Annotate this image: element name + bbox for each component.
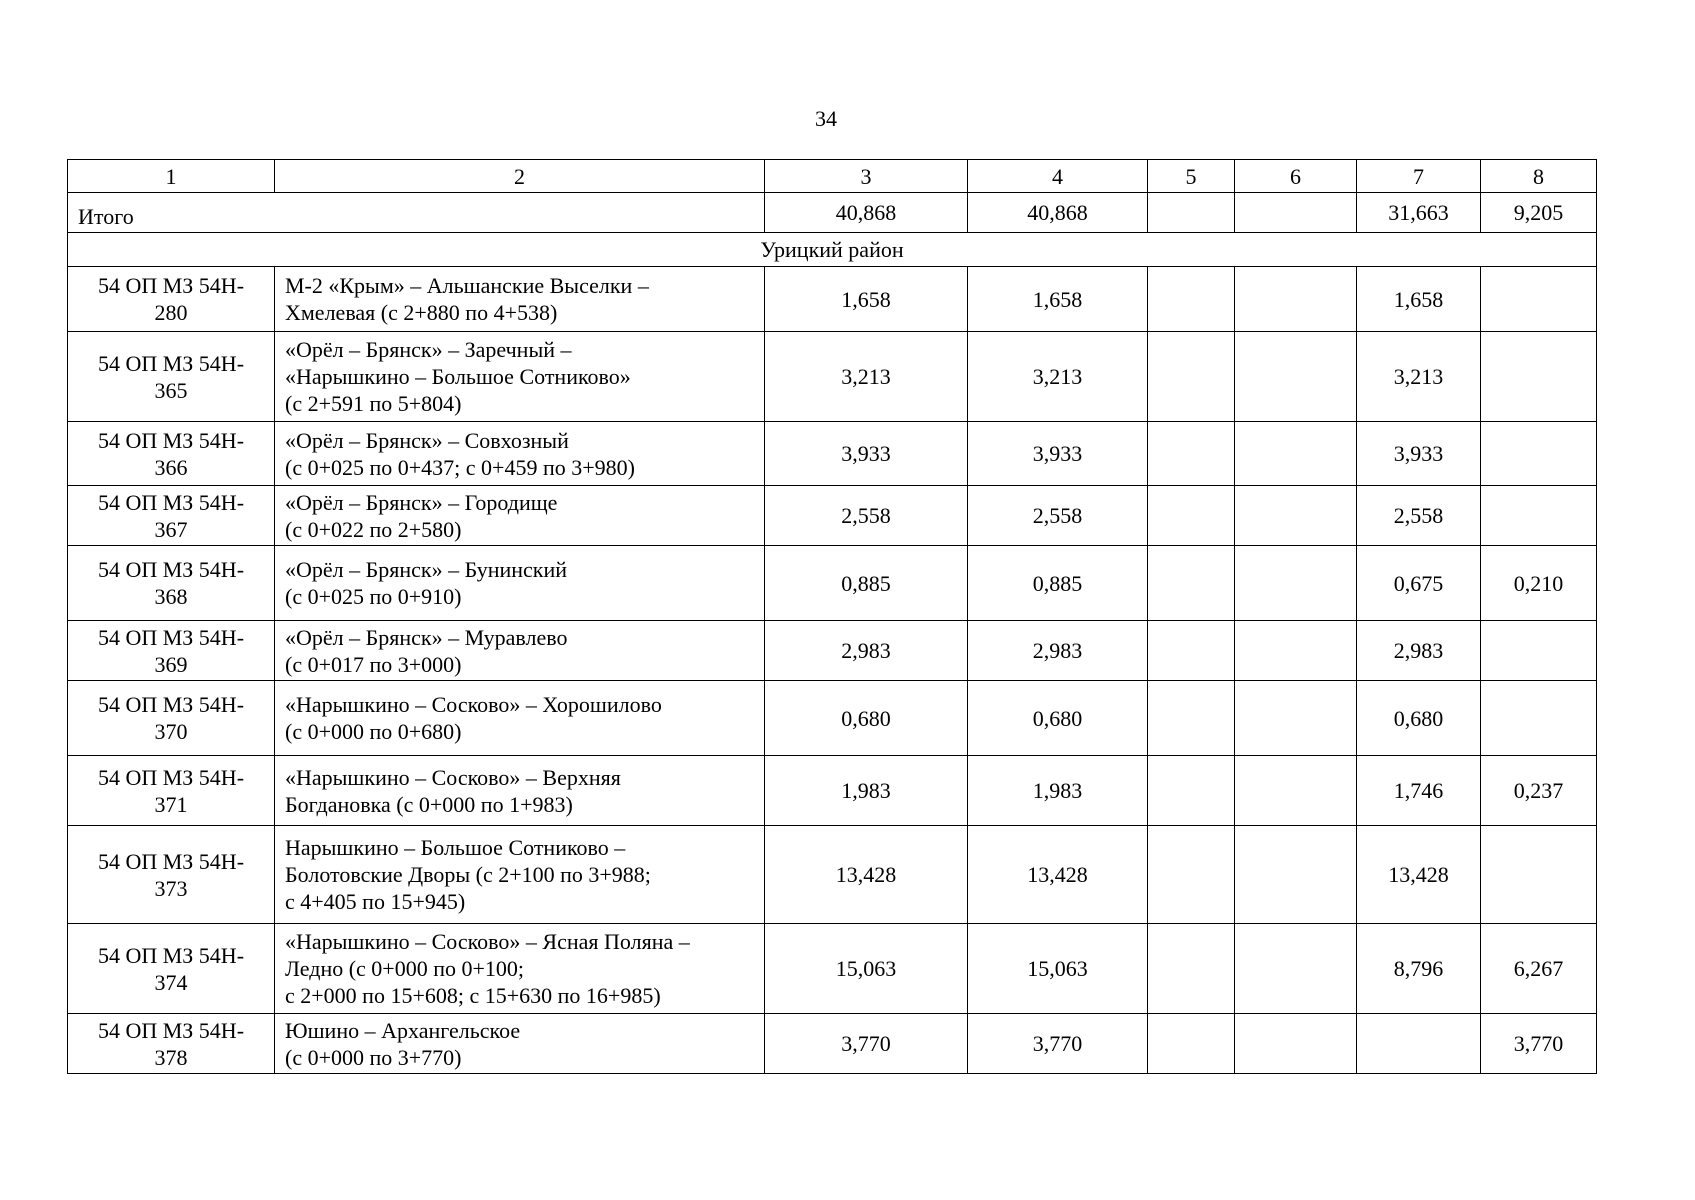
length-value-c3: 2,983: [765, 621, 968, 681]
road-name-line: (с 0+000 по 0+680): [285, 719, 462, 744]
length-value-c7: 3,213: [1357, 332, 1481, 422]
road-code-line: 54 ОП МЗ 54Н-: [97, 350, 245, 376]
road-code: [68, 332, 275, 422]
road-name-line: «Нарышкино – Большое Сотниково»: [285, 364, 631, 389]
table-row: [68, 332, 1597, 422]
road-code-line: 371: [154, 791, 188, 817]
column-header: 5: [1148, 160, 1235, 193]
table-row: [68, 621, 1597, 681]
road-code-line: 280: [154, 300, 188, 325]
length-value-c6: [1235, 1014, 1357, 1074]
road-code-line: 54 ОП МЗ 54Н-: [97, 489, 245, 515]
length-value-c7: 1,746: [1357, 756, 1481, 826]
road-name-line: Хмелевая (с 2+880 по 4+538): [285, 300, 558, 325]
length-value-c7: 8,796: [1357, 924, 1481, 1014]
length-value-c3: 15,063: [765, 924, 968, 1014]
table-row: [68, 681, 1597, 756]
road-name: [275, 924, 765, 1014]
road-code-line: 378: [154, 1044, 188, 1070]
length-value-c6: [1235, 546, 1357, 621]
length-value-c7: 1,658: [1357, 267, 1481, 332]
road-code: [68, 826, 275, 924]
road-name: [275, 826, 765, 924]
length-value-c4: 3,770: [968, 1014, 1148, 1074]
road-code-line: 54 ОП МЗ 54Н-: [97, 557, 245, 582]
length-value-c8: [1481, 826, 1597, 924]
column-header: 3: [765, 160, 968, 193]
total-value: [1148, 193, 1235, 233]
length-value-c5: [1148, 267, 1235, 332]
length-value-c8: 0,237: [1481, 756, 1597, 826]
road-name: [275, 332, 765, 422]
road-name-line: Юшино – Архангельское: [285, 1017, 521, 1043]
length-value-c6: [1235, 621, 1357, 681]
total-label: Итого: [68, 193, 765, 233]
road-name-line: (с 0+017 по 3+000): [285, 651, 462, 677]
road-name-line: «Нарышкино – Сосково» – Верхняя: [285, 764, 621, 790]
length-value-c3: 0,885: [765, 546, 968, 621]
road-code-line: 367: [154, 516, 188, 542]
road-code: [68, 422, 275, 486]
length-value-c7: 0,675: [1357, 546, 1481, 621]
length-value-c6: [1235, 486, 1357, 546]
road-code-line: 54 ОП МЗ 54Н-: [97, 273, 245, 298]
road-name-line: с 2+000 по 15+608; с 15+630 по 16+985): [285, 983, 661, 1008]
road-name-line: с 4+405 по 15+945): [285, 889, 466, 914]
road-name: [275, 267, 765, 332]
road-code-line: 374: [154, 969, 188, 995]
length-value-c4: 3,933: [968, 422, 1148, 486]
road-name-line: Ледно (с 0+000 по 0+100;: [285, 956, 525, 981]
length-value-c4: 13,428: [968, 826, 1148, 924]
length-value-c6: [1235, 756, 1357, 826]
road-name: [275, 681, 765, 756]
length-value-c8: 0,210: [1481, 546, 1597, 621]
length-value-c6: [1235, 422, 1357, 486]
table-row: [68, 924, 1597, 1014]
table-row: [68, 826, 1597, 924]
road-name-line: «Орёл – Брянск» – Заречный –: [285, 337, 572, 362]
length-value-c8: [1481, 332, 1597, 422]
length-value-c5: [1148, 924, 1235, 1014]
length-value-c6: [1235, 681, 1357, 756]
road-code: [68, 621, 275, 681]
road-name-line: (с 0+000 по 3+770): [285, 1044, 462, 1070]
length-value-c3: 2,558: [765, 486, 968, 546]
table-row: [68, 1014, 1597, 1074]
road-code-line: 54 ОП МЗ 54Н-: [97, 624, 245, 650]
road-code-line: 54 ОП МЗ 54Н-: [97, 848, 245, 874]
length-value-c4: 1,658: [968, 267, 1148, 332]
table-row: [68, 422, 1597, 486]
district-heading: Урицкий район: [68, 233, 1597, 267]
total-value: 40,868: [968, 193, 1148, 233]
length-value-c3: 1,658: [765, 267, 968, 332]
road-code-line: 54 ОП МЗ 54Н-: [97, 942, 245, 968]
road-code-line: 54 ОП МЗ 54Н-: [97, 1017, 245, 1043]
length-value-c8: [1481, 681, 1597, 756]
road-code-line: 373: [154, 875, 188, 901]
length-value-c4: 2,983: [968, 621, 1148, 681]
length-value-c6: [1235, 332, 1357, 422]
length-value-c6: [1235, 924, 1357, 1014]
table-row: [68, 546, 1597, 621]
road-table: [67, 159, 1597, 1074]
length-value-c8: 6,267: [1481, 924, 1597, 1014]
road-code: [68, 267, 275, 332]
length-value-c7: 0,680: [1357, 681, 1481, 756]
road-name-line: «Орёл – Брянск» – Городище: [285, 489, 558, 515]
length-value-c5: [1148, 621, 1235, 681]
length-value-c8: [1481, 267, 1597, 332]
road-code: [68, 1014, 275, 1074]
road-name: [275, 756, 765, 826]
district-row: [68, 233, 1597, 267]
road-code-line: 368: [154, 584, 188, 609]
road-name-line: (с 0+025 по 0+910): [285, 584, 462, 609]
length-value-c5: [1148, 486, 1235, 546]
length-value-c3: 3,213: [765, 332, 968, 422]
road-name-line: «Нарышкино – Сосково» – Хорошилово: [285, 692, 662, 717]
road-code-line: 366: [154, 454, 188, 480]
length-value-c8: [1481, 486, 1597, 546]
road-code-line: 54 ОП МЗ 54Н-: [97, 692, 245, 717]
column-header: 7: [1357, 160, 1481, 193]
road-code: [68, 546, 275, 621]
length-value-c4: 3,213: [968, 332, 1148, 422]
road-name-line: М-2 «Крым» – Альшанские Выселки –: [285, 273, 649, 298]
column-number-row: [68, 160, 1597, 193]
length-value-c4: 1,983: [968, 756, 1148, 826]
length-value-c4: 15,063: [968, 924, 1148, 1014]
road-code: [68, 486, 275, 546]
total-value: 40,868: [765, 193, 968, 233]
length-value-c5: [1148, 756, 1235, 826]
road-code-line: 54 ОП МЗ 54Н-: [97, 764, 245, 790]
road-code-line: 370: [154, 719, 188, 744]
road-name-line: «Орёл – Брянск» – Бунинский: [285, 557, 568, 582]
column-header: 1: [68, 160, 275, 193]
road-name-line: (с 0+025 по 0+437; с 0+459 по 3+980): [285, 454, 635, 480]
table-body: [68, 160, 1597, 1074]
length-value-c3: 3,770: [765, 1014, 968, 1074]
length-value-c6: [1235, 267, 1357, 332]
table-row: [68, 756, 1597, 826]
length-value-c5: [1148, 1014, 1235, 1074]
road-code-line: 54 ОП МЗ 54Н-: [97, 427, 245, 453]
road-code: [68, 681, 275, 756]
road-name-line: Болотовские Дворы (с 2+100 по 3+988;: [285, 862, 651, 887]
column-header: 8: [1481, 160, 1597, 193]
length-value-c7: 3,933: [1357, 422, 1481, 486]
road-name-line: «Орёл – Брянск» – Муравлево: [285, 624, 568, 650]
table-row: [68, 486, 1597, 546]
length-value-c8: 3,770: [1481, 1014, 1597, 1074]
length-value-c4: 0,885: [968, 546, 1148, 621]
column-header: 2: [275, 160, 765, 193]
length-value-c3: 3,933: [765, 422, 968, 486]
length-value-c3: 1,983: [765, 756, 968, 826]
road-name: [275, 621, 765, 681]
length-value-c3: 13,428: [765, 826, 968, 924]
road-name: [275, 486, 765, 546]
length-value-c5: [1148, 332, 1235, 422]
total-value: 31,663: [1357, 193, 1481, 233]
total-value: 9,205: [1481, 193, 1597, 233]
length-value-c8: [1481, 422, 1597, 486]
road-name-line: (с 2+591 по 5+804): [285, 391, 462, 416]
length-value-c7: 2,983: [1357, 621, 1481, 681]
page-number: 34: [815, 106, 837, 131]
road-name-line: (с 0+022 по 2+580): [285, 516, 462, 542]
road-name-line: Нарышкино – Большое Сотниково –: [285, 835, 626, 860]
length-value-c7: 2,558: [1357, 486, 1481, 546]
column-header: 6: [1235, 160, 1357, 193]
length-value-c7: [1357, 1014, 1481, 1074]
road-code: [68, 924, 275, 1014]
road-code: [68, 756, 275, 826]
table-row: [68, 267, 1597, 332]
length-value-c6: [1235, 826, 1357, 924]
road-name-line: «Орёл – Брянск» – Совхозный: [285, 427, 569, 453]
length-value-c5: [1148, 826, 1235, 924]
road-name: [275, 546, 765, 621]
road-name-line: Богдановка (с 0+000 по 1+983): [285, 791, 573, 817]
road-name: [275, 422, 765, 486]
road-code-line: 369: [154, 651, 188, 677]
length-value-c4: 2,558: [968, 486, 1148, 546]
column-header: 4: [968, 160, 1148, 193]
length-value-c7: 13,428: [1357, 826, 1481, 924]
road-name-line: «Нарышкино – Сосково» – Ясная Поляна –: [285, 929, 690, 954]
length-value-c3: 0,680: [765, 681, 968, 756]
length-value-c5: [1148, 681, 1235, 756]
length-value-c5: [1148, 546, 1235, 621]
total-value: [1235, 193, 1357, 233]
road-code-line: 365: [154, 377, 188, 403]
road-name: [275, 1014, 765, 1074]
length-value-c5: [1148, 422, 1235, 486]
total-row: [68, 193, 1597, 233]
length-value-c4: 0,680: [968, 681, 1148, 756]
length-value-c8: [1481, 621, 1597, 681]
